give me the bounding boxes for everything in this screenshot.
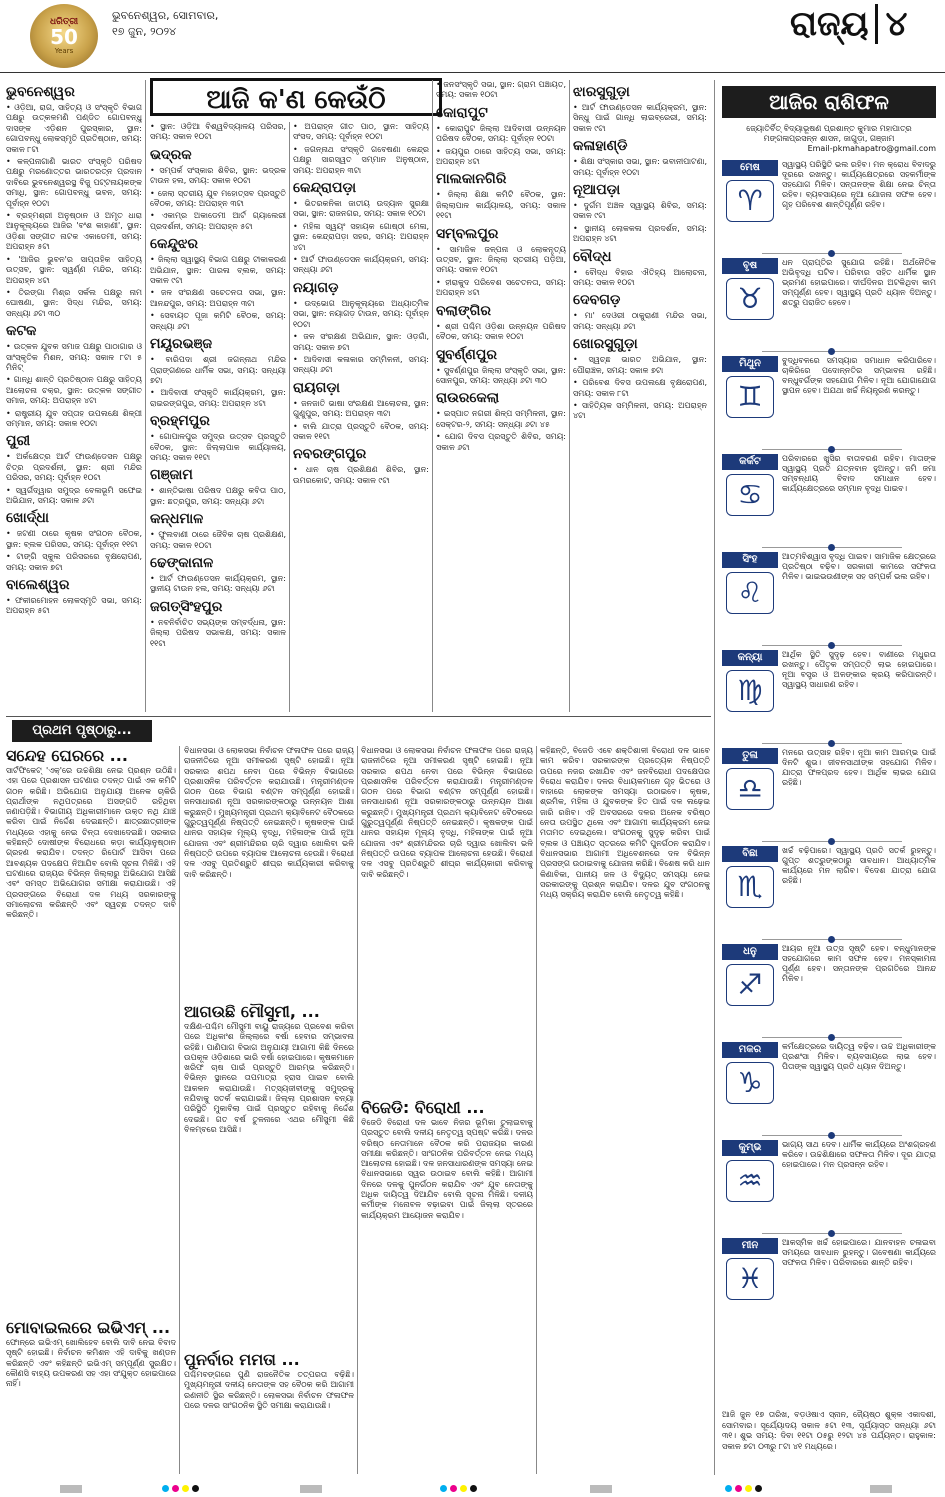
district-heading: କଳାହାଣ୍ଡି (573, 138, 628, 155)
zodiac-icon: ♎ (726, 768, 774, 810)
logo-fifty: 50 (50, 25, 78, 49)
horoscope-banner: ଆଜିର ରାଶିଫଳ (722, 86, 936, 118)
event-item: • ଜନଜାତି ଭାଷା ସଂରକ୍ଷଣ ଆଲୋଚନା, ସ୍ଥାନ: ଗୁଣୁପୁର, ସମୟ: ଅପରାହ୍ନ ୩ଟା (293, 399, 429, 420)
zodiac-icon: ♍ (726, 670, 774, 712)
yellow-dot (182, 1485, 189, 1492)
section-name: ରାଜ୍ୟ (790, 4, 869, 44)
horoscope-text: ଆୟର ନୂଆ ଉତ୍ସ ସୃଷ୍ଟି ହେବ। ବନ୍ଧୁମାନଙ୍କ ସହଯୋଗରେ କାମ ସଫଳ ହେବ। ମନସ୍କାମନା ପୂର୍ଣ୍ଣ ହେବ। ସନ୍ତାନଙ୍କ ପ୍ରଗତିରେ ଆନନ୍ଦ ମିଳିବ। (782, 944, 936, 983)
event-item: • ସାହିତ୍ୟିକ ସମ୍ମିଳନୀ, ସମୟ: ଅପରାହ୍ନ ୪ଟା (573, 401, 707, 422)
event-item: • ଫୁଲବାଣୀ ଠାରେ ଜୈବିକ ଚାଷ ପ୍ରଶିକ୍ଷଣ, ସମୟ: ସକାଳ ୧୦ଟା (150, 530, 286, 551)
event-item: • ମା' ଦେଓରୀ ଠାକୁରାଣୀ ମନ୍ଦିର ସଭା, ସମୟ: ସନ୍ଧ୍ୟା ୬ଟା (573, 311, 707, 332)
zodiac-name: ମିଥୁନ (722, 356, 778, 372)
article-title: ସନ୍ଦେହ ଘେରରେ ... (6, 746, 128, 765)
event-item: • ସେବାୟତ ପୂଜା କମିଟି ବୈଠକ, ସମୟ: ସନ୍ଧ୍ୟା ୬ଟା (150, 311, 286, 332)
zodiac-name: ସିଂହ (722, 552, 778, 568)
zodiac-icon: ♋ (726, 474, 774, 516)
district-heading: କଟକ (6, 323, 37, 340)
event-item: • 'ଆଜିର ଭୁବନ'ର ସାପ୍ତାହିକ ସାହିତ୍ୟ ଉତ୍ସବ, ସ୍ଥାନ: ସ୍ୱର୍ଣ୍ଣ ମନ୍ଦିର, ସମୟ: ଅପରାହ୍ନ ୪ଟା (6, 255, 142, 286)
place-day: ଭୁବନେଶ୍ୱର, ସୋମବାର, (112, 9, 219, 22)
cyan-dot (725, 1485, 732, 1492)
event-item: • ଗାନ୍ଧି ଶାନ୍ତି ପ୍ରତିଷ୍ଠାନ ପକ୍ଷରୁ ସାହିତ୍ୟ ଆଲୋଚନା ଚକ୍ର, ସ୍ଥାନ: ଉତ୍କଳ ସଙ୍ଗୀତ ସମାଜ, ସମୟ: ଅପରାହ୍ନ ୪ଟା (6, 375, 142, 406)
magenta-dot (735, 1485, 742, 1492)
event-item: • ଆର୍ଟ ଫାଉଣ୍ଡେସନ କାର୍ଯ୍ୟକ୍ରମ, ସମୟ: ସନ୍ଧ୍ୟା ୬ଟା (293, 255, 429, 276)
event-item: • ଏକାମ୍ର ଅକାଡେମୀ ଆର୍ଟ ଗ୍ୟାଲେରୀ ପ୍ରଦର୍ଶନୀ, ସମୟ: ଅପରାହ୍ନ ୫ଟା (150, 211, 286, 232)
district-heading: ଦେବଗଡ଼ (573, 292, 621, 309)
astrologer-address: ମଙ୍ଗଳାପ୍ରସନ୍ନ ଶାସନ, ଜାଗୁଡ଼ା, ଗଞ୍ଜାମ (763, 134, 895, 143)
event-item: • କୋରାପୁଟ ଜିଲ୍ଲା ଆଦିବାସୀ ଉନ୍ନୟନ ପରିଷଦ ବୈଠକ, ସମୟ: ପୂର୍ବାହ୍ନ ୧୦ଟା (436, 124, 566, 145)
district-heading: ବୌଦ୍ଧ (573, 248, 612, 265)
black-dot (192, 1485, 199, 1492)
event-item: • ସ୍ଥାନୀୟ ଲୋକକଳା ପ୍ରଦର୍ଶନ, ସମୟ: ଅପରାହ୍ନ ୪ଟା (573, 224, 707, 245)
article-suspicion (6, 746, 176, 1314)
cyan-dot (440, 1485, 447, 1492)
event-item: • ଅର୍କକ୍ଷେତ୍ର ଆର୍ଟ ଫାଉଣ୍ଡେସନ ପକ୍ଷରୁ ଚିତ୍ର ପ୍ରଦର୍ଶନୀ, ସ୍ଥାନ: ଶ୍ରୀ ମନ୍ଦିର ପରିସର, ସମୟ: ପୂର୍ବାହ୍ନ ୧୦ଟା (6, 452, 142, 483)
horoscope-entry (722, 258, 936, 348)
event-item: • ଟାଙ୍ଗି ସ୍କୁଲ ପରିସରରେ ବୃକ୍ଷରୋପଣ, ସମୟ: ସକାଳ ୭ଟା (6, 552, 142, 573)
article-bjd (361, 746, 533, 1474)
zodiac-icon: ♊ (726, 376, 774, 418)
horoscope-text: ଭାଗ୍ୟ ସାଥ ଦେବ। ଧାର୍ମିକ କାର୍ଯ୍ୟରେ ଅଂଶଗ୍ରହଣ କରିବେ। ଉଚ୍ଚଶିକ୍ଷାରେ ସଫଳତା ମିଳିବ। ଦୂର ଯାତ୍ରା ହୋଇପାରେ। ମନ ପ୍ରସନ୍ନ ରହିବ। (782, 1140, 936, 1169)
horoscope-text: ଖର୍ଚ୍ଚ ବଢ଼ିପାରେ। ସ୍ୱାସ୍ଥ୍ୟ ପ୍ରତି ସତର୍କ ରୁହନ୍ତୁ। ଗୁପ୍ତ ଶତ୍ରୁଙ୍କଠାରୁ ସାବଧାନ। ଆଧ୍ୟାତ୍ମିକ କାର୍ଯ୍ୟରେ ମନ ଲାଗିବ। ବିଦେଶ ଯାତ୍ରା ଯୋଗ ରହିଛି। (782, 846, 936, 885)
registration-mark (590, 1485, 612, 1493)
event-item: • ଗୋପାଳପୁର ସମୁଦ୍ର ଉତ୍ସବ ପ୍ରସ୍ତୁତି ବୈଠକ, ସ୍ଥାନ: ଜିଲ୍ଲାପାଳ କାର୍ଯ୍ୟାଳୟ, ସମୟ: ସକାଳ ୧୧ଟା (150, 432, 286, 463)
zodiac-name: ବିଛା (722, 846, 778, 862)
event-item: • ଭିତରକନିକା ଜାତୀୟ ଉଦ୍ୟାନ ସୁରକ୍ଷା ସଭା, ସ୍ଥାନ: ରାଜନଗର, ସମୟ: ସକାଳ ୧୦ଟା (293, 199, 429, 220)
event-item: • ଜଳ ସଂରକ୍ଷଣ ସଚେତନତା ସଭା, ସ୍ଥାନ: ଆନନ୍ଦପୁର, ସମୟ: ଅପରାହ୍ନ ୩ଟା (150, 288, 286, 309)
registration-mark (60, 1485, 82, 1493)
column-divider (357, 746, 358, 1474)
zodiac-name: ବୃଷ (722, 258, 778, 274)
event-item: • ଯୋଗ ଦିବସ ପ୍ରସ୍ତୁତି ଶିବିର, ସମୟ: ସକାଳ ୬ଟା (436, 432, 566, 453)
entry-separator (762, 253, 902, 254)
zodiac-icon: ♐ (726, 964, 774, 1006)
article-mamata (184, 1350, 354, 1474)
event-item: • ଜଳ ସଂରକ୍ଷଣ ଅଭିଯାନ, ସ୍ଥାନ: ଓଡ଼ଗାଁ, ସମୟ: ସକାଳ ୭ଟା (293, 332, 429, 353)
zodiac-icon: ♒ (726, 1160, 774, 1202)
district-heading: ବ୍ରହ୍ମପୁର (150, 413, 210, 430)
article-body: ସାର୍ଟଫିକେଟ୍ 'ଏକ୍‌'ରେ ଉଚ୍ଚଶିକ୍ଷା ନେଇ ପ୍ରଶ୍ନ ଉଠିଛି। ଏହା ପରେ ପ୍ରଶାସନ ଘଟଣାର ତଦନ୍ତ ପାଇଁ ଏକ କମିଟି ଗଠନ କରିଛି। ଅଭିଯୋଗ ଅନୁଯାୟୀ ଅନେକ ଚାକିରି ପ୍ରାର୍ଥୀଙ୍କ ନଥିପତ୍ରରେ ଅସଙ୍ଗତି ରହିଥିବା ଜଣାପଡ଼ିଛି। ବିଭାଗୀୟ ଅଧିକାରୀମାନେ ଉକ୍ତ ନଥି ଯାଞ୍ଚ କରିବା ପାଇଁ ନିର୍ଦ୍ଦେଶ ଦେଇଛନ୍ତି। ଛାତ୍ରଛାତ୍ରୀଙ୍କ ମଧ୍ୟରେ ଏହାକୁ ନେଇ ଚିନ୍ତା ଦେଖାଦେଇଛି। ସରକାର କହିଛନ୍ତି ଦୋଷୀଙ୍କ ବିରୋଧରେ କଡ଼ା କାର୍ଯ୍ୟାନୁଷ୍ଠାନ ଗ୍ରହଣ କରାଯିବ। ତଦନ୍ତ ରିପୋର୍ଟ ଆସିବା ପରେ ଆବଶ୍ୟକ ପଦକ୍ଷେପ ନିଆଯିବ ବୋଲି ସୂଚନା ମିଳିଛି। ଏହି ଘଟଣାରେ ରାଜ୍ୟର ବିଭିନ୍ନ ଜିଲ୍ଲାରୁ ଅଭିଯୋଗ ଆସିଛି ଏବଂ ସମସ୍ତ ଅଭିଯୋଗର ସମୀକ୍ଷା କରାଯାଉଛି। ଏହି ପ୍ରସଙ୍ଗରେ ବିରୋଧୀ ଦଳ ମଧ୍ୟ ସରକାରଙ୍କୁ ସମାଲୋଚନା କରିଛନ୍ତି ଏବଂ ସ୍ୱଚ୍ଛ ତଦନ୍ତ ଦାବି କରିଛନ୍ତି। (6, 766, 176, 920)
horoscope-entry (722, 552, 936, 642)
yellow-dot (745, 1485, 752, 1492)
registration-mark (300, 1485, 322, 1493)
district-heading: କେନ୍ଦୁଝର (150, 236, 199, 253)
horoscope-entry (722, 650, 936, 740)
event-item: • ନବନିର୍ବାଚିତ ସଭ୍ୟଙ୍କ ସମ୍ବର୍ଦ୍ଧନା, ସ୍ଥାନ: ଜିଲ୍ଲା ପରିଷଦ ସଭାକକ୍ଷ, ସମୟ: ସକାଳ ୧୧ଟା (150, 618, 286, 649)
event-item: • ଶାନ୍ତିଭାଷା ପରିଷଦ ପକ୍ଷରୁ କବିତା ପାଠ, ସ୍ଥାନ: ଛତ୍ରପୁର, ସମୟ: ସନ୍ଧ୍ୟା ୬ଟା (150, 486, 286, 507)
event-item: • ଆର୍ଟ ଫାଉଣ୍ଡେସନ କାର୍ଯ୍ୟକ୍ରମ, ସ୍ଥାନ: ସିନ୍ଧୁ ପାଇଁ ଗାନ୍ଧି ଲାଇବ୍ରେରୀ, ସମୟ: ସକାଳ ୯ଟା (573, 103, 707, 134)
black-dot (470, 1485, 477, 1492)
event-item: • ଉତ୍କଳ ଯୁବକ ସମାଜ ପକ୍ଷରୁ ପାଠାଗାର ଓ ସାଂସ୍କୃତିକ ମିଶନ, ସମୟ: ସକାଳ ୮ଟା ୫ ମିନିଟ୍ (6, 342, 142, 373)
zodiac-icon: ♑ (726, 1062, 774, 1104)
district-heading: ଖୋରସୁଗୁଡ଼ା (573, 336, 638, 353)
event-item: • ସ୍ଥାନ: ଓଡ଼ିଆ ବିଶ୍ୱବିଦ୍ୟାଳୟ ପରିସର, ସମୟ: ସକାଳ ୧୦ଟା (150, 122, 286, 143)
district-heading: କୋରାପୁଟ (436, 104, 488, 121)
article-lead: ବିଧାନସଭା ଓ ଲୋକସଭା ନିର୍ବାଚନ ଫଳାଫଳ ପରେ ରାଜ୍ୟ ରାଜନୀତିରେ ନୂଆ ସମୀକରଣ ସୃଷ୍ଟି ହୋଇଛି। ନୂଆ ସରକାର ଶପଥ ନେବା ପରେ ବିଭିନ୍ନ ବିଭାଗରେ ପ୍ରଶାସନିକ ପରିବର୍ତ୍ତନ କରାଯାଉଛି। ମନ୍ତ୍ରୀମଣ୍ଡଳ ଗଠନ ପରେ ବିଭାଗ ବଣ୍ଟନ ସମ୍ପୂର୍ଣ୍ଣ ହୋଇଛି। ଜନସାଧାରଣ ନୂଆ ସରକାରଙ୍କଠାରୁ ଉନ୍ନୟନ ଆଶା କରୁଛନ୍ତି। ମୁଖ୍ୟମନ୍ତ୍ରୀ ପ୍ରଥମ କ୍ୟାବିନେଟ ବୈଠକରେ ଗୁରୁତ୍ୱପୂର୍ଣ୍ଣ ନିଷ୍ପତ୍ତି ନେଇଛନ୍ତି। କୃଷକଙ୍କ ପାଇଁ ଧାନର ସହାୟକ ମୂଲ୍ୟ ବୃଦ୍ଧି, ମହିଳାଙ୍କ ପାଇଁ ନୂଆ ଯୋଜନା ଏବଂ ଶ୍ରୀମନ୍ଦିରର ଚାରି ଦ୍ୱାର ଖୋଲିବା ଭଳି ନିଷ୍ପତ୍ତି ଉପରେ ବ୍ୟାପକ ଆଲୋଚନା ହେଉଛି। ବିରୋଧୀ ଦଳ ଏସବୁ ପ୍ରତିଶ୍ରୁତି ଶୀଘ୍ର କାର୍ଯ୍ୟକାରୀ କରିବାକୁ ଦାବି କରିଛନ୍ତି। (361, 746, 533, 879)
event-item: • ଶ୍ରୀ ପଶ୍ଚିମ ଓଡ଼ିଶା ଉନ୍ନୟନ ପରିଷଦ ବୈଠକ, ସମୟ: ସକାଳ ୧୦ଟା (436, 322, 566, 343)
astrologer-email: Email-pkmahapatro@gmail.com (807, 144, 936, 153)
article-body: ବିଜେଡି ବିରୋଧୀ ଦଳ ଭାବେ ନିଜର ଭୂମିକା ତୁଲାଇବାକୁ ପ୍ରସ୍ତୁତ ବୋଲି ଦଳୀୟ ନେତୃତ୍ୱ ସ୍ପଷ୍ଟ କରିଛି। ଦଳର ବରିଷ୍ଠ ନେତାମାନେ ବୈଠକ କରି ପରାଜୟର କାରଣ ସମୀକ୍ଷା କରିଛନ୍ତି। ସାଂଗଠନିକ ପରିବର୍ତ୍ତନ ନେଇ ମଧ୍ୟ ଆଲୋଚନା ହୋଇଛି। ଦଳ ଜନସାଧାରଣଙ୍କ ସମସ୍ୟା ନେଇ ବିଧାନସଭାରେ ସ୍ୱର ଉଠାଇବ ବୋଲି କହିଛି। ଆଗାମୀ ଦିନରେ ଦଳକୁ ପୁନର୍ଗଠନ କରାଯିବ ଏବଂ ଯୁବ ନେତାଙ୍କୁ ଅଧିକ ଦାୟିତ୍ୱ ଦିଆଯିବ ବୋଲି ସୂଚନା ମିଳିଛି। ଦଳୀୟ କର୍ମୀଙ୍କ ମନୋବଳ ବଢ଼ାଇବା ପାଇଁ ଜିଲ୍ଲା ସ୍ତରରେ କାର୍ଯ୍ୟକ୍ରମ ଆୟୋଜନ କରାଯିବ। (361, 1118, 533, 1220)
event-item: • ପରିବେଶ ଦିବସ ଉପଲକ୍ଷେ ବୃକ୍ଷରୋପଣ, ସମୟ: ସକାଳ ୮ଟା (573, 378, 707, 399)
horoscope-text: ଆକସ୍ମିକ ଖର୍ଚ୍ଚ ହୋଇପାରେ। ଯାନବାହନ ଚଳାଇବା ସମୟରେ ସାବଧାନ ରୁହନ୍ତୁ। ଗବେଷଣା କାର୍ଯ୍ୟରେ ସଫଳତା ମିଳିବ। ପରିବାରରେ ଶାନ୍ତି ରହିବ। (782, 1238, 936, 1267)
event-item: • ଆର୍ଟ ଫାଉଣ୍ଡେସନ କାର୍ଯ୍ୟକ୍ରମ, ସ୍ଥାନ: ସ୍ଥାନୀୟ ଟାଉନ ହଲ, ସମୟ: ସନ୍ଧ୍ୟା ୬ଟା (150, 574, 286, 595)
horoscope-entry (722, 944, 936, 1034)
article-bjd-continued (540, 746, 710, 1474)
event-item: • ହୀରାକୁଦ ପରିବେଶ ସଚେତନତା, ସମୟ: ଅପରାହ୍ନ ୪ଟା (436, 278, 566, 299)
entry-separator (762, 645, 902, 646)
events-banner: ଆଜି କ'ଣ କେଉଁଠି (150, 78, 442, 116)
horoscope-text: ପରିବାରରେ ଖୁସିର ବାତାବରଣ ରହିବ। ମାତାଙ୍କ ସ୍ୱାସ୍ଥ୍ୟ ପ୍ରତି ଯତ୍ନବାନ ହୁଅନ୍ତୁ। ଜମି ଜମା ସମ୍ବନ୍ଧୀୟ ବିବାଦ ସମାଧାନ ହେବ। କାର୍ଯ୍ୟକ୍ଷେତ୍ରରେ ସମ୍ମାନ ବୃଦ୍ଧି ପାଇବ। (782, 454, 936, 493)
horoscope-text: ବୁଦ୍ଧିବଳରେ ସମସ୍ୟାର ସମାଧାନ କରିପାରିବେ। ଚାକିରିରେ ପଦୋନ୍ନତିର ସମ୍ଭାବନା ରହିଛି। ବନ୍ଧୁବର୍ଗଙ୍କ ସହଯୋଗ ମିଳିବ। ନୂଆ ଯୋଗାଯୋଗ ସ୍ଥାପନ ହେବ। ଅଯଥା ଖର୍ଚ୍ଚ ନିୟନ୍ତ୍ରଣ କରନ୍ତୁ। (782, 356, 936, 395)
horoscope-text: ଆତ୍ମବିଶ୍ୱାସ ବୃଦ୍ଧି ପାଇବ। ସାମାଜିକ କ୍ଷେତ୍ରରେ ପ୍ରତିଷ୍ଠା ବଢ଼ିବ। ସରକାରୀ କାମରେ ସଫଳତା ମିଳିବ। ଭାଇଭଉଣୀଙ୍କ ସହ ସମ୍ପର୍କ ଭଲ ରହିବ। (782, 552, 936, 581)
print-registration-bar (0, 1480, 945, 1497)
district-heading: ବଲାଙ୍ଗିର (436, 302, 491, 319)
article-title: ବିଜେଡି: ବିରୋଧୀ ... (361, 1098, 485, 1117)
column-divider (145, 80, 146, 712)
district-heading: ଖୋର୍ଦ୍ଧା (6, 510, 49, 527)
column-divider (289, 122, 290, 712)
event-item: • ଜିଲ୍ଲା ଶିକ୍ଷା କମିଟି ବୈଠକ, ସ୍ଥାନ: ଜିଲ୍ଲାପାଳ କାର୍ଯ୍ୟାଳୟ, ସମୟ: ସକାଳ ୧୧ଟା (436, 190, 566, 221)
horoscope-entry (722, 1238, 936, 1328)
entry-separator (762, 841, 902, 842)
zodiac-name: ତୁଳା (722, 748, 778, 764)
horoscope-text: ମନରେ ଉତ୍ସାହ ରହିବ। ନୂଆ କାମ ଆରମ୍ଭ ପାଇଁ ଦିନଟି ଶୁଭ। ଜୀବନସାଥୀଙ୍କ ସହଯୋଗ ମିଳିବ। ଯାତ୍ରା ଫଳପ୍ରଦ ହେବ। ଆର୍ଥିକ ଲାଭର ଯୋଗ ରହିଛି। (782, 748, 936, 787)
column-divider (536, 746, 537, 1474)
horoscope-entry (722, 1042, 936, 1132)
district-heading: ମାଲକାନଗିରି (436, 171, 507, 188)
event-item: • ଶିକ୍ଷା ସଂସ୍କାର ସଭା, ସ୍ଥାନ: ଭବାନୀପାଟଣା, ସମୟ: ପୂର୍ବାହ୍ନ ୧୦ଟା (573, 157, 707, 178)
event-item: • ସୁବର୍ଣ୍ଣପୁର ଜିଲ୍ଲା ସଂସ୍କୃତି ସଭା, ସ୍ଥାନ: ସୋନପୁର, ସମୟ: ସନ୍ଧ୍ୟା ୬ଟା ୩୦ (436, 366, 566, 387)
column-divider (714, 80, 715, 1475)
zodiac-icon: ♏ (726, 866, 774, 908)
zodiac-name: କୁମ୍ଭ (722, 1140, 778, 1156)
event-item: • ଦୁର୍ଗମ ଅଞ୍ଚଳ ସ୍ୱାସ୍ଥ୍ୟ ଶିବିର, ସମୟ: ସକାଳ ୯ଟା (573, 201, 707, 222)
district-heading: ନବରଙ୍ଗପୁର (293, 446, 367, 463)
event-item: • ଜୟପୁର ଠାରେ ସାହିତ୍ୟ ସଭା, ସମୟ: ଅପରାହ୍ନ ୪ଟା (436, 147, 566, 168)
zodiac-icon: ♈ (726, 180, 774, 222)
district-heading: ରାଉରକେଲା (436, 390, 500, 407)
event-item: • ଫକୀରମୋହନ ଲୋକସ୍ମୃତି ସଭା, ସମୟ: ଅପରାହ୍ନ ୫ଟା (6, 596, 142, 617)
newspaper-logo (30, 4, 98, 68)
logo-name: ଧରିତ୍ରୀ (49, 17, 79, 27)
article-title: ପୁନର୍ବାର ମମତା ... (184, 1350, 300, 1369)
event-item: • କଳ୍ପନାଗାଣି ଭାରତ ସଂସ୍କୃତି ପରିଷଦ ପକ୍ଷରୁ ମରଣୋତ୍ତର ଭାରତରତ୍ନ ପ୍ରଦାନ ଦାବିରେ ଭୁବନେଶ୍ୱରସ୍ଥ ବିଜୁ ପଟ୍ଟନାୟକଙ୍କ ସମାଧି, ସ୍ଥାନ: ଗୋପବନ୍ଧୁ ଭବନ, ସମୟ: ପୂର୍ବାହ୍ନ ୧୦ଟା (6, 157, 142, 209)
event-item: • ମହିଳା ସ୍ୱୟଂ ସହାୟକ ଗୋଷ୍ଠୀ ମେଳା, ସ୍ଥାନ: କେନ୍ଦ୍ରାପଡ଼ା ସହର, ସମୟ: ଅପରାହ୍ନ ୪ଟା (293, 222, 429, 253)
event-item: • ସମ୍ପର୍କ ସଂସ୍କାର ଶିବିର, ସ୍ଥାନ: ଭଦ୍ରକ ଟାଉନ ହଲ, ସମୟ: ସକାଳ ୧୦ଟା (150, 166, 286, 187)
district-heading: ଭୁବନେଶ୍ୱର (6, 84, 75, 100)
district-heading: ନୂଆପଡ଼ା (573, 182, 621, 199)
horoscope-entry (722, 748, 936, 838)
event-item: • ବ୍ରହ୍ମଶ୍ରୀ ଅନୁଷ୍ଠାନ ଓ ଅମୃତ ଧାରା ଆନୁକୂଲ୍ୟରେ ଆଜିର 'ବଂଶ କାହାଣୀ', ସ୍ଥାନ: ଓଡ଼ିଶା ସଙ୍ଗୀତ ନାଟକ ଏକାଡେମୀ, ସମୟ: ଅପରାହ୍ନ ୫ଟା (6, 211, 142, 253)
column-divider (179, 746, 180, 1474)
district-heading: ନୟାଗଡ଼ (293, 279, 339, 296)
section-heading (790, 4, 907, 44)
event-item: • ସ୍ୱଚ୍ଛ ଭାରତ ଅଭିଯାନ, ସ୍ଥାନ: ପୌରାଞ୍ଚଳ, ସମୟ: ସକାଳ ୭ଟା (573, 355, 707, 376)
zodiac-name: ମେଷ (722, 160, 778, 176)
district-heading: କେନ୍ଦ୍ରାପଡ଼ା (293, 180, 357, 197)
district-heading: ଭଦ୍ରକ (150, 146, 192, 163)
district-heading: ସମ୍ବଲପୁର (436, 225, 499, 242)
entry-separator (762, 1233, 902, 1234)
event-item: • ସାମାଜିକ ଜଳ୍ପନା ଓ ଲୋକନୃତ୍ୟ ଉତ୍ସବ, ସ୍ଥାନ: ଜିଲ୍ଲା ସ୍ତରୀୟ ପଡ଼ିଆ, ସମୟ: ସକାଳ ୧୦ଟା (436, 245, 566, 276)
black-dot (755, 1485, 762, 1492)
district-heading: କନ୍ଧମାଳ (150, 511, 204, 528)
zodiac-name: ମୀନ (722, 1238, 778, 1254)
zodiac-icon: ♉ (726, 278, 774, 320)
district-heading: ଝାରସୁଗୁଡ଼ା (573, 84, 630, 100)
district-heading: ବାଲେଶ୍ୱର (6, 577, 70, 594)
event-item: • ରାଷ୍ଟ୍ରୀୟ ଯୁବ ସପ୍ତାହ ଉପଲକ୍ଷେ ଶିଳ୍ପୀ ସମ୍ମାନ, ସମୟ: ସକାଳ ୧୦ଟା (6, 409, 142, 430)
zodiac-icon: ♓ (726, 1258, 774, 1300)
event-item: • ଜିଲ୍ଲା ସ୍ୱାସ୍ଥ୍ୟ ବିଭାଗ ପକ୍ଷରୁ ଟୀକାକରଣ ଅଭିଯାନ, ସ୍ଥାନ: ପାରଳା ବ୍ଲକ, ସମୟ: ସକାଳ ୯ଟା (150, 255, 286, 286)
dateline (112, 8, 218, 40)
horoscope-entry (722, 454, 936, 544)
zodiac-name: ଧନୁ (722, 944, 778, 960)
district-heading: ମୟୂରଭଞ୍ଜ (150, 336, 213, 353)
events-column-3 (293, 122, 429, 712)
entry-separator (762, 743, 902, 744)
zodiac-name: କନ୍ୟା (722, 650, 778, 666)
horoscope-entry (722, 846, 936, 936)
entry-separator (762, 1135, 902, 1136)
events-column-2 (150, 122, 286, 712)
article-title: ଆଗଉଛି ମୌସୁମୀ, ... (184, 1002, 320, 1021)
event-item: • ଅପରାହ୍ନ ଗୀତ ପାଠ, ସ୍ଥାନ: ସାହିତ୍ୟ ସଂସଦ, ସମୟ: ପୂର୍ବାହ୍ନ ୧୦ଟା (293, 122, 429, 143)
yellow-dot (460, 1485, 467, 1492)
entry-separator (762, 449, 902, 450)
article-body: କହିଛନ୍ତି, ବିଜେଡି ଏବେ ଶକ୍ତିଶାଳୀ ବିରୋଧୀ ଦଳ ଭାବେ କାମ କରିବ। ସରକାରଙ୍କ ପ୍ରତ୍ୟେକ ନିଷ୍ପତ୍ତି ଉପରେ ନଜର ରଖାଯିବ ଏବଂ ଜନବିରୋଧୀ ପଦକ୍ଷେପର ବିରୋଧ କରାଯିବ। ଦଳର ବିଧାୟକମାନେ ଗୃହ ଭିତରେ ଓ ବାହାରେ ଲୋକଙ୍କ ସମସ୍ୟା ଉଠାଇବେ। କୃଷକ, ଶ୍ରମିକ, ମହିଳା ଓ ଯୁବକଙ୍କ ହିତ ପାଇଁ ଦଳ ଲଢ଼େଇ ଜାରି ରଖିବ। ଏହି ଅବସରରେ ଦଳର ଅନେକ ବରିଷ୍ଠ ନେତା ଉପସ୍ଥିତ ଥିଲେ ଏବଂ ଆଗାମୀ କାର୍ଯ୍ୟକ୍ରମ ନେଇ ମତାମତ ଦେଇଥିଲେ। ସଂଗଠନକୁ ସୁଦୃଢ଼ କରିବା ପାଇଁ ବ୍ଲକ ଓ ପଞ୍ଚାୟତ ସ୍ତରରେ କମିଟି ପୁନର୍ଗଠନ କରାଯିବ। ବିଧାନସଭାର ଆଗାମୀ ଅଧିବେଶନରେ ଦଳ ବିଭିନ୍ନ ପ୍ରସଙ୍ଗ ଉଠାଇବାକୁ ଯୋଜନା କରିଛି। ବିଶେଷ କରି ଧାନ କିଣାବିକା, ପାନୀୟ ଜଳ ଓ ବିଦ୍ୟୁତ୍ ସମସ୍ୟା ନେଇ ସରକାରଙ୍କୁ ପ୍ରଶ୍ନ କରାଯିବ। ଦଳର ଯୁବ ସଂଗଠନକୁ ମଧ୍ୟ ସକ୍ରିୟ କରାଯିବ ବୋଲି ନେତୃତ୍ୱ କହିଛି। (540, 746, 710, 900)
page-number: ୪ (875, 4, 908, 44)
event-item: • ଜଗନ୍ନାଥ ସଂସ୍କୃତି ଗବେଷଣା କେନ୍ଦ୍ର ପକ୍ଷରୁ ସାରସ୍ୱତ ସମ୍ମାନ ଅନୁଷ୍ଠାନ, ସମୟ: ଅପରାହ୍ନ ୩ଟା (293, 145, 429, 176)
district-heading: ଜଗତ୍‌ସିଂହପୁର (150, 598, 223, 615)
horoscope-text: ଆର୍ଥିକ ସ୍ଥିତି ସୁଦୃଢ଼ ହେବ। ବାଣୀରେ ମଧୁରତା ରଖନ୍ତୁ। ପୈତୃକ ସମ୍ପତ୍ତି ଲାଭ ହୋଇପାରେ। ନୂଆ ବସ୍ତ୍ର ଓ ଅଳଙ୍କାର କ୍ରୟ କରିପାରନ୍ତି। ସ୍ୱାସ୍ଥ୍ୟ ସାଧାରଣ ରହିବ। (782, 650, 936, 689)
article-evm (6, 1318, 176, 1474)
event-item: • ଆଦିବାସୀ କଳାକାର ସମ୍ମିଳନୀ, ସମୟ: ସନ୍ଧ୍ୟା ୬ଟା (293, 355, 429, 376)
astrologer-name: ଜ୍ୟୋତିର୍ବିତ୍ ବିଦ୍ୟାଭୂଷଣ ପ୍ରଶାନ୍ତ କୁମାର ମହାପାତ୍ର (746, 124, 912, 133)
section-rule (6, 716, 711, 717)
entry-separator (762, 547, 902, 548)
zodiac-icon: ♌ (726, 572, 774, 614)
event-item: • ବାରିପଦା ଶ୍ରୀ ଜଗନ୍ନାଥ ମନ୍ଦିର ପ୍ରାଙ୍ଗଣରେ ଧାର୍ମିକ ସଭା, ସମୟ: ସନ୍ଧ୍ୟା ୭ଟା (150, 355, 286, 386)
event-item: • ଜଟଣୀ ଠାରେ କୃଷକ ସଂଗଠନ ବୈଠକ, ସ୍ଥାନ: ବ୍ଲକ ପରିସର, ସମୟ: ପୂର୍ବାହ୍ନ ୧୧ଟା (6, 529, 142, 550)
header-rule (0, 72, 945, 73)
entry-separator (762, 351, 902, 352)
entry-separator (762, 939, 902, 940)
logo-years: Years (54, 47, 74, 55)
event-item: • ଇସ୍ପାତ ନଗରୀ ଶିଳ୍ପ ସମ୍ମିଳନୀ, ସ୍ଥାନ: ସେକ୍ଟର-୨, ସମୟ: ସନ୍ଧ୍ୟା ୬ଟା ୪୫ (436, 409, 566, 430)
events-column-1 (6, 80, 142, 712)
event-item: • ଓଡ଼ିଆ, ରାଗ, ସାହିତ୍ୟ ଓ ସଂସ୍କୃତି ବିଭାଗ ପକ୍ଷରୁ ଉତ୍କଳମଣି ପଣ୍ଡିତ ଗୋପବନ୍ଧୁ ଦାସଙ୍କ ଏ‌ଡ଼ିଶନ ପୁରସ୍କାର, ସ୍ଥାନ: ଗୋପବନ୍ଧୁ ଲୋକସ୍ମୃତି ପ୍ରତିଷ୍ଠାନ, ସମୟ: ସକାଳ ୮ଟା (6, 103, 142, 155)
event-item: • ସ୍ୱର୍ଗଦ୍ୱାର ସମୁଦ୍ର ବେଳାଭୂମି ସଫେଇ ଅଭିଯାନ, ସମୟ: ସକାଳ ୬ଟା (6, 486, 142, 507)
district-heading: ପୁରୀ (6, 433, 31, 450)
event-item: • ଆଦିବାସୀ ସଂସ୍କୃତି କାର୍ଯ୍ୟକ୍ରମ, ସ୍ଥାନ: ରାଇରଙ୍ଗପୁର, ସମୟ: ଅପରାହ୍ନ ୪ଟା (150, 388, 286, 409)
event-item: • ଜନସଂସ୍କୃତି ସଭା, ସ୍ଥାନ: ଗ୍ରାମ ପଞ୍ଚାୟତ, ସମୟ: ସକାଳ ୧୦ଟା (436, 80, 566, 101)
registration-mark (870, 1485, 892, 1493)
horoscope-entry (722, 160, 936, 250)
horoscope-entry (722, 1140, 936, 1230)
event-item: • ଧାନ ଚାଷ ପ୍ରଶିକ୍ଷଣ ଶିବିର, ସ୍ଥାନ: ଉମରକୋଟ, ସମୟ: ସକାଳ ୯ଟା (293, 465, 429, 486)
district-heading: ରାୟଗଡ଼ା (293, 379, 340, 396)
zodiac-name: କର୍କଟ (722, 454, 778, 470)
horoscope-text: ସ୍ୱାସ୍ଥ୍ୟ ପରିସ୍ଥିତି ଭଲ ରହିବ। ମନ କ୍ରୋଧ ବିବାଦରୁ ଦୂରରେ ରଖନ୍ତୁ। କାର୍ଯ୍ୟକ୍ଷେତ୍ରରେ ସହକର୍ମୀଙ୍କ ସହଯୋଗ ମିଳିବ। ସନ୍ତାନଙ୍କ ଶିକ୍ଷା ନେଇ ଚିନ୍ତା ରହିବ। ବ୍ୟବସାୟରେ ନୂଆ ଯୋଜନା ସଫଳ ହେବ। ଗୃହ ପରିବେଶ ଶାନ୍ତିପୂର୍ଣ୍ଣ ରହିବ। (782, 160, 936, 209)
events-column-5 (573, 80, 707, 712)
article-body: ଦକ୍ଷିଣ-ପଶ୍ଚିମ ମୌସୁମୀ ବାୟୁ ରାଜ୍ୟରେ ପ୍ରବେଶ କରିବା ପରେ ଅଧିକାଂଶ ଜିଲ୍ଲାରେ ବର୍ଷା ହେବାର ସମ୍ଭାବନା ରହିଛି। ପାଣିପାଗ ବିଭାଗ ଅନୁଯାୟୀ ଆଗାମୀ କିଛି ଦିନରେ ଉପକୂଳ ଓଡ଼ିଶାରେ ଭାରି ବର୍ଷା ହୋଇପାରେ। କୃଷକମାନେ ଖରିଫ ଚାଷ ପାଇଁ ପ୍ରସ୍ତୁତି ଆରମ୍ଭ କରିଛନ୍ତି। ବିଭିନ୍ନ ସ୍ଥାନରେ ତାପମାତ୍ରା ହ୍ରାସ ପାଇବ ବୋଲି ଆକଳନ କରାଯାଉଛି। ମତ୍ସ୍ୟଜୀବୀଙ୍କୁ ସମୁଦ୍ରକୁ ନଯିବାକୁ ସତର୍କ କରାଯାଇଛି। ଜିଲ୍ଲା ପ୍ରଶାସନ ବନ୍ୟା ପରିସ୍ଥିତି ମୁକାବିଲା ପାଇଁ ପ୍ରସ୍ତୁତ ରହିବାକୁ ନିର୍ଦ୍ଦେଶ ଦେଇଛି। ଗତ ବର୍ଷ ତୁଳନାରେ ଏଥର ମୌସୁମୀ କିଛି ବିଳମ୍ବରେ ଆସିଛି। (184, 1022, 354, 1134)
event-item: • ଉଦ୍ଭୋଗ ଆନୁକୂଲ୍ୟରେ ଅଧ୍ୟାତ୍ମିକ ସଭା, ସ୍ଥାନ: ନୟାଗଡ଼ ଟାଉନ, ସମୟ: ପୂର୍ବାହ୍ନ ୧୦ଟା (293, 299, 429, 330)
front-page-continued-banner: ପ୍ରଥମ ପୃଷ୍ଠାରୁ... (12, 720, 152, 742)
entry-separator (762, 1037, 902, 1038)
issue-date: ୧୭ ଜୁନ, ୨୦୨୪ (112, 25, 177, 38)
column-divider (432, 80, 433, 712)
event-item: • ବୌଦ୍ଧ ବିହାର ଐତିହ୍ୟ ଆଲୋଚନା, ସମୟ: ସକାଳ ୧୦ଟା (573, 268, 707, 289)
event-item: • ବାଲି ଯାତ୍ରା ପ୍ରସ୍ତୁତି ବୈଠକ, ସମୟ: ସକାଳ ୧୧ଟା (293, 422, 429, 443)
district-heading: ଗଞ୍ଜାମ (150, 467, 193, 484)
article-body: ପଶ୍ଚିମବଙ୍ଗରେ ପୁଣି ରାଜନୈତିକ ତତ୍ପରତା ବଢ଼ିଛି। ମୁଖ୍ୟମନ୍ତ୍ରୀ ଦଳୀୟ ନେତାଙ୍କ ସହ ବୈଠକ କରି ଆଗାମୀ ରଣନୀତି ସ୍ଥିର କରିଛନ୍ତି। ଲୋକସଭା ନିର୍ବାଚନ ଫଳାଫଳ ପରେ ଦଳର ସାଂଗଠନିକ ସ୍ଥିତି ସମୀକ୍ଷା କରାଯାଉଛି। (184, 1370, 354, 1410)
magenta-dot (172, 1485, 179, 1492)
panchang-text: ଆଜି ଜୁନ ୧୭ ତାରିଖ, ବଡ଼ଓଷାଏ ସ୍ନାନ, ଜ୍ୟୈଷ୍ଠ ଶୁକ୍ଳ ଏକାଦଶୀ, ସୋମବାର। ସୂର୍ଯ୍ୟୋଦୟ ସକାଳ ୫ଟା ୧୩, ସୂର୍ଯ୍ୟାସ୍ତ ସନ୍ଧ୍ୟା ୬ଟା ୩୧। ଶୁଭ ସମୟ: ଦିବା ୧୧ଟା ୦୫ରୁ ୧୨ଟା ୪୫ ପର୍ଯ୍ୟନ୍ତ। ରାହୁକାଳ: ସକାଳ ୭ଟା ୦୩ରୁ ୮ଟା ୪୧ ମଧ୍ୟରେ। (722, 1410, 936, 1451)
astrologer-credit (722, 124, 936, 154)
magenta-dot (450, 1485, 457, 1492)
zodiac-name: ମକର (722, 1042, 778, 1058)
event-item: • ଜେଲା ସ୍ତରୀୟ ଯୁବ ମହୋତ୍ସବ ପ୍ରସ୍ତୁତି ବୈଠକ, ସମୟ: ଅପରାହ୍ନ ୩ଟା (150, 189, 286, 210)
district-heading: ଢେଙ୍କାନାଳ (150, 554, 214, 571)
horoscope-entry (722, 356, 936, 446)
article-title: ମୋବାଇଲରେ ଇଭିଏମ୍ ... (6, 1318, 171, 1337)
article-monsoon (184, 746, 354, 1346)
district-heading: ସୁବର୍ଣ୍ଣପୁର (436, 346, 497, 363)
cyan-dot (162, 1485, 169, 1492)
events-column-4 (436, 80, 566, 712)
horoscope-text: ଧନ ପ୍ରାପ୍ତିର ସୁଯୋଗ ରହିଛି। ଅର୍ଥନୈତିକ ଅଭିବୃଦ୍ଧି ଘଟିବ। ପରିବାର ସହିତ ଧାର୍ମିକ ସ୍ଥାନ ଭ୍ରମଣ ହୋଇପାରେ। ଦୀର୍ଘଦିନର ଅଟକିଥିବା କାମ ସମ୍ପୂର୍ଣ୍ଣ ହେବ। ସ୍ୱାସ୍ଥ୍ୟ ପ୍ରତି ଧ୍ୟାନ ଦିଅନ୍ତୁ। ଶତ୍ରୁ ପରାଜିତ ହେବେ। (782, 258, 936, 307)
column-divider (569, 80, 570, 712)
article-body: ଫୋନ୍‌ରେ ଇଭିଏମ୍ ଖୋଲିହେବ ବୋଲି ଦାବି ନେଇ ବିବାଦ ସୃଷ୍ଟି ହୋଇଛି। ନିର୍ବାଚନ କମିଶନ ଏହି ଦାବିକୁ ଖଣ୍ଡନ କରିଛନ୍ତି ଏବଂ କହିଛନ୍ତି ଇଭିଏମ୍ ସମ୍ପୂର୍ଣ୍ଣ ସୁରକ୍ଷିତ। କୌଣସି ବାହ୍ୟ ଉପକରଣ ସହ ଏହା ସଂଯୁକ୍ତ ହୋଇପାରେ ନାହିଁ। (6, 1338, 176, 1389)
event-item: • ତିରଙ୍ଗା ମିଶ୍ର ସର୍କଲ ପକ୍ଷରୁ ନାମ ଘୋଷଣା, ସ୍ଥାନ: ସିଦ୍ଧ ମନ୍ଦିର, ସମୟ: ସନ୍ଧ୍ୟା ୬ଟା ୩୦ (6, 288, 142, 319)
article-lead: ବିଧାନସଭା ଓ ଲୋକସଭା ନିର୍ବାଚନ ଫଳାଫଳ ପରେ ରାଜ୍ୟ ରାଜନୀତିରେ ନୂଆ ସମୀକରଣ ସୃଷ୍ଟି ହୋଇଛି। ନୂଆ ସରକାର ଶପଥ ନେବା ପରେ ବିଭିନ୍ନ ବିଭାଗରେ ପ୍ରଶାସନିକ ପରିବର୍ତ୍ତନ କରାଯାଉଛି। ମନ୍ତ୍ରୀମଣ୍ଡଳ ଗଠନ ପରେ ବିଭାଗ ବଣ୍ଟନ ସମ୍ପୂର୍ଣ୍ଣ ହୋଇଛି। ଜନସାଧାରଣ ନୂଆ ସରକାରଙ୍କଠାରୁ ଉନ୍ନୟନ ଆଶା କରୁଛନ୍ତି। ମୁଖ୍ୟମନ୍ତ୍ରୀ ପ୍ରଥମ କ୍ୟାବିନେଟ ବୈଠକରେ ଗୁରୁତ୍ୱପୂର୍ଣ୍ଣ ନିଷ୍ପତ୍ତି ନେଇଛନ୍ତି। କୃଷକଙ୍କ ପାଇଁ ଧାନର ସହାୟକ ମୂଲ୍ୟ ବୃଦ୍ଧି, ମହିଳାଙ୍କ ପାଇଁ ନୂଆ ଯୋଜନା ଏବଂ ଶ୍ରୀମନ୍ଦିରର ଚାରି ଦ୍ୱାର ଖୋଲିବା ଭଳି ନିଷ୍ପତ୍ତି ଉପରେ ବ୍ୟାପକ ଆଲୋଚନା ହେଉଛି। ବିରୋଧୀ ଦଳ ଏସବୁ ପ୍ରତିଶ୍ରୁତି ଶୀଘ୍ର କାର୍ଯ୍ୟକାରୀ କରିବାକୁ ଦାବି କରିଛନ୍ତି। (184, 746, 354, 879)
horoscope-text: କର୍ମକ୍ଷେତ୍ରରେ ଦାୟିତ୍ୱ ବଢ଼ିବ। ଉଚ୍ଚ ଅଧିକାରୀଙ୍କ ପ୍ରଶଂସା ମିଳିବ। ବ୍ୟବସାୟରେ ଲାଭ ହେବ। ପିତାଙ୍କ ସ୍ୱାସ୍ଥ୍ୟ ପ୍ରତି ଧ୍ୟାନ ଦିଅନ୍ତୁ। (782, 1042, 936, 1071)
